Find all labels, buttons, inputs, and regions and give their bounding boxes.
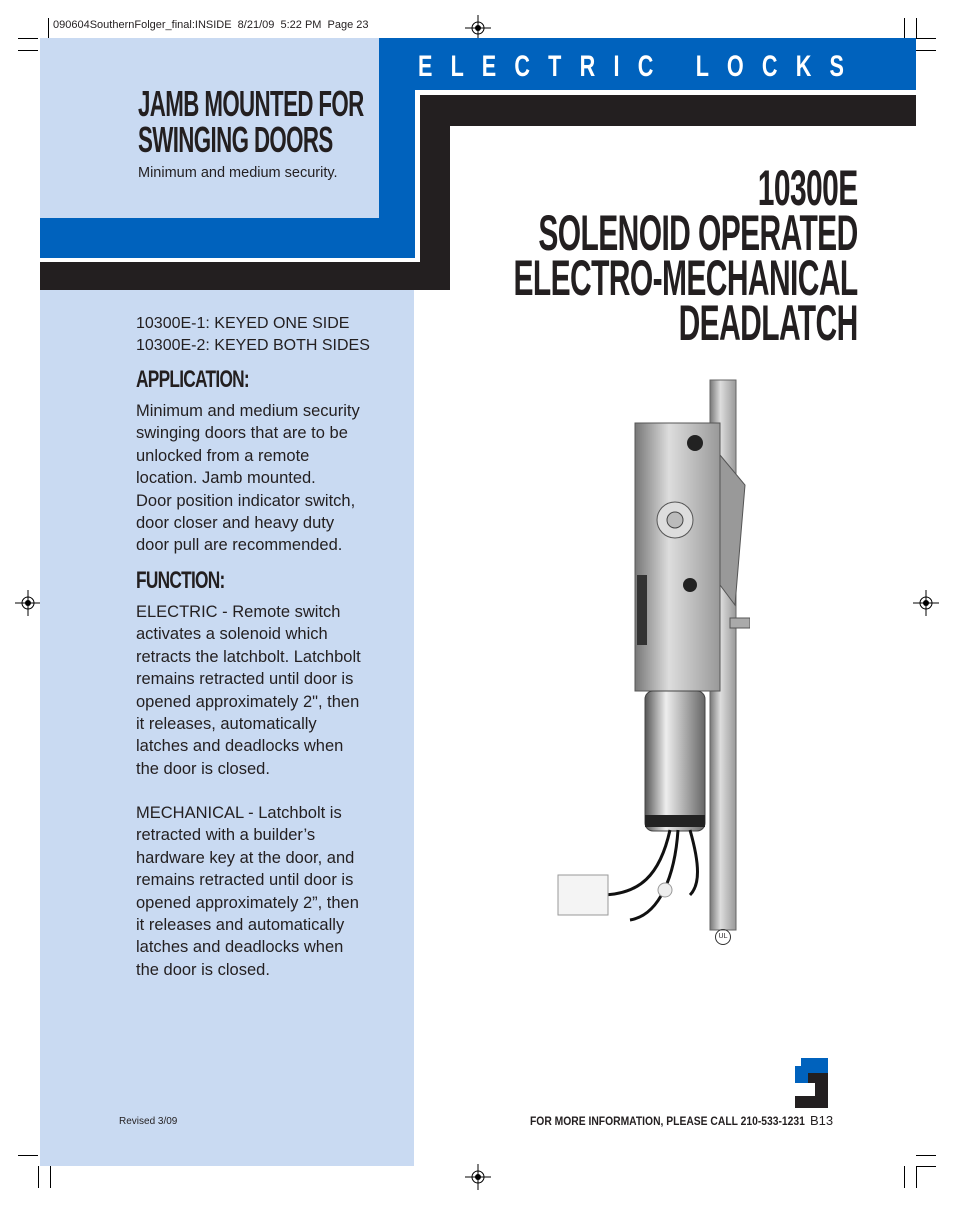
text-line: Door position indicator switch, xyxy=(136,491,356,510)
application-text xyxy=(136,400,360,557)
company-logo xyxy=(795,1058,829,1108)
intro-subtitle: Minimum and medium security. xyxy=(138,165,338,181)
text-line: location. Jamb mounted. xyxy=(136,469,316,488)
text-line: opened approximately 2”, then xyxy=(136,893,359,912)
intro-title-line: JAMB MOUNTED FOR xyxy=(138,83,364,124)
function-mechanical-text xyxy=(136,802,359,981)
product-title-line: ELECTRO-MECHANICAL xyxy=(513,250,858,306)
intro-title-line: SWINGING DOORS xyxy=(138,119,333,160)
text-line: ELECTRIC - Remote switch xyxy=(136,603,341,621)
text-line: Minimum and medium security xyxy=(136,402,360,420)
model-item: 10300E-1: KEYED ONE SIDE xyxy=(136,315,350,332)
text-line: MECHANICAL - Latchbolt is xyxy=(136,804,342,822)
registration-mark-icon xyxy=(15,590,41,616)
text-line: it releases, automatically xyxy=(136,715,317,734)
text-line: remains retracted until door is xyxy=(136,670,354,689)
model-item: 10300E-2: KEYED BOTH SIDES xyxy=(136,337,370,354)
product-title-line: SOLENOID OPERATED xyxy=(538,205,858,261)
model-list xyxy=(136,313,370,357)
page-number: B13 xyxy=(810,1113,834,1128)
text-line: latches and deadlocks when xyxy=(136,938,344,957)
text-line: retracts the latchbolt. Latchbolt xyxy=(136,647,361,666)
text-line: the door is closed. xyxy=(136,759,270,778)
contact-info: FOR MORE INFORMATION, PLEASE CALL 210-533-1231 xyxy=(530,1114,805,1128)
text-line: latches and deadlocks when xyxy=(136,737,344,756)
text-line: the door is closed. xyxy=(136,960,270,979)
product-title-line: DEADLATCH xyxy=(678,295,858,351)
revised-date: Revised 3/09 xyxy=(119,1116,178,1127)
text-line: opened approximately 2", then xyxy=(136,692,360,711)
registration-mark-icon xyxy=(913,590,939,616)
deadlatch-product-image xyxy=(550,375,750,935)
text-line: hardware key at the door, and xyxy=(136,848,355,867)
registration-mark-icon xyxy=(465,1164,491,1190)
text-line: activates a solenoid which xyxy=(136,625,328,644)
function-heading: FUNCTION: xyxy=(136,567,225,594)
ul-listed-icon: UL xyxy=(715,929,731,945)
text-line: unlocked from a remote xyxy=(136,446,310,465)
text-line: retracted with a builder’s xyxy=(136,826,316,845)
text-line: it releases and automatically xyxy=(136,916,345,935)
function-electric-text xyxy=(136,601,361,780)
product-title-line: 10300E xyxy=(758,160,858,216)
file-slug: 090604SouthernFolger_final:INSIDE 8/21/09 5:22 PM Page 23 xyxy=(53,19,369,31)
application-heading: APPLICATION: xyxy=(136,366,249,393)
intro-title xyxy=(138,83,364,160)
product-title xyxy=(513,160,858,351)
text-line: door closer and heavy duty xyxy=(136,514,335,533)
text-line: door pull are recommended. xyxy=(136,536,343,555)
text-line: remains retracted until door is xyxy=(136,871,354,890)
category-title: E L E C T R I C L O C K S xyxy=(418,50,851,83)
text-line: swinging doors that are to be xyxy=(136,424,348,443)
